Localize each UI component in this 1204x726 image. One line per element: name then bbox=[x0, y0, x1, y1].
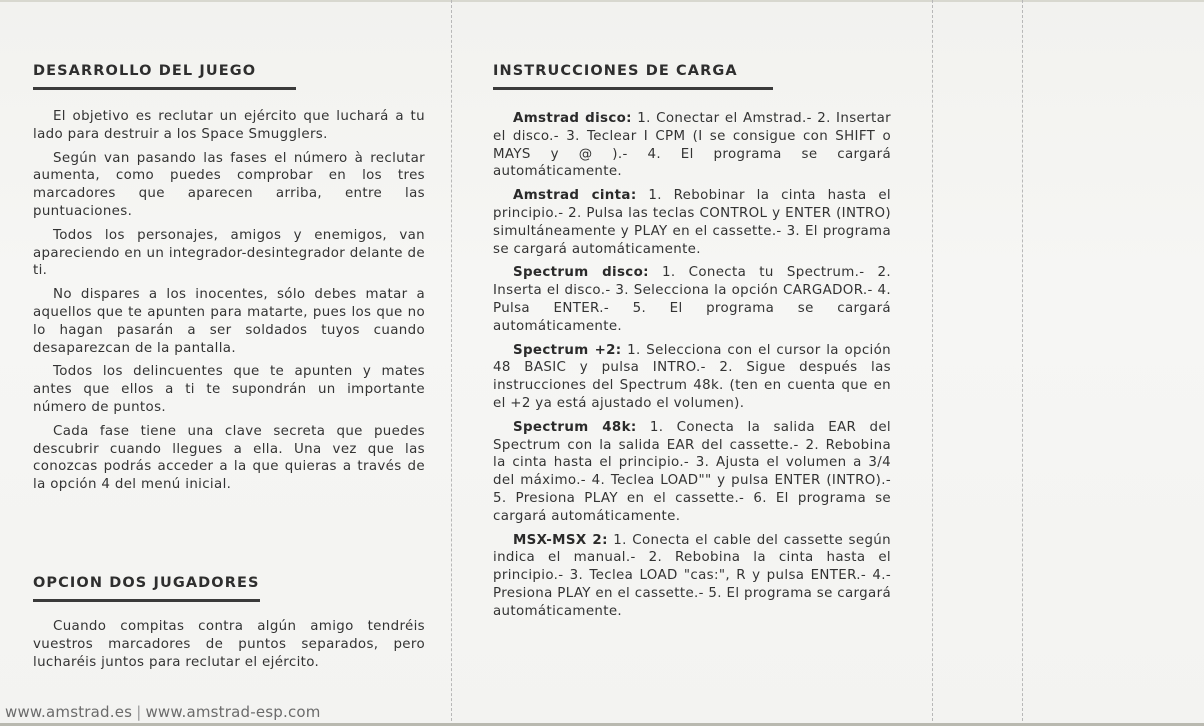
page-top-edge bbox=[0, 0, 1204, 2]
instruction-item bbox=[493, 532, 891, 621]
instruction-text: 1. Rebobinar la cinta hasta el principio.- 2. Pulsa las teclas CONTROL y ENTER (INTRO) simultáneamente y PLAY en el cassette.- 3. El programa se cargará automáticamente. bbox=[493, 188, 891, 257]
platform-label: Spectrum 48k: bbox=[513, 419, 637, 435]
section-body-dos-jugadores bbox=[33, 618, 425, 671]
platform-label: MSX-MSX 2: bbox=[513, 532, 608, 548]
instruction-item bbox=[493, 264, 891, 335]
loading-instructions-list bbox=[493, 110, 891, 621]
section-heading-dos-jugadores: OPCION DOS JUGADORES bbox=[33, 575, 260, 602]
paragraph: Cada fase tiene una clave secreta que puedes descubrir cuando llegues a ella. Una vez que las conozcas podrás acceder a la que quieras a través de la opción 4 del menú inicial. bbox=[33, 423, 425, 493]
watermark-separator: | bbox=[136, 703, 142, 721]
instruction-item bbox=[493, 342, 891, 413]
paragraph: Cuando compitas contra algún amigo tendréis vuestros marcadores de puntos separados, pero lucharéis juntos para reclutar el ejército. bbox=[33, 619, 425, 670]
fold-line bbox=[1022, 0, 1023, 726]
paragraph: Todos los personajes, amigos y enemigos, van apareciendo en un integrador-desintegrador delante de ti. bbox=[33, 227, 425, 279]
paragraph: Todos los delincuentes que te apunten y mates antes que ellos a ti te supondrán un importante número de puntos. bbox=[33, 364, 425, 415]
instruction-item bbox=[493, 187, 891, 258]
watermark bbox=[5, 703, 321, 721]
section-body-desarrollo bbox=[33, 108, 425, 494]
platform-label: Amstrad cinta: bbox=[513, 188, 637, 204]
section-heading-desarrollo: DESARROLLO DEL JUEGO bbox=[33, 63, 296, 90]
section-dos-jugadores bbox=[33, 572, 425, 671]
instruction-text: 1. Conecta tu Spectrum.- 2. Inserta el disco.- 3. Selecciona la opción CARGADOR.- 4. Pulsa ENTER.- 5. El programa se cargará automáticamente. bbox=[493, 265, 891, 334]
fold-line bbox=[932, 0, 933, 726]
paragraph: El objetivo es reclutar un ejército que luchará a tu lado para destruir a los Space Smugglers. bbox=[33, 109, 425, 142]
section-heading-instrucciones: INSTRUCCIONES DE CARGA bbox=[493, 63, 773, 90]
instruction-text: 1. Conectar el Amstrad.- 2. Insertar el disco.- 3. Teclear I CPM (I se consigue con SHIFT o MAYS y @ ).- 4. El programa se cargará automáticamente. bbox=[493, 111, 891, 180]
paragraph: No dispares a los inocentes, sólo debes matar a aquellos que te apunten para matarte, pues los que no lo hagan pasarán a ser soldados tuyos cuando desaparezcan de la pantalla. bbox=[33, 287, 425, 356]
right-column bbox=[493, 60, 891, 627]
instruction-text: 1. Conecta el cable del cassette según indica el manual.- 2. Rebobina la cinta hasta el principio.- 3. Teclea LOAD "cas:", R y pulsa ENTER.- 4.- Presiona PLAY en el cassette.- 5. El programa se cargará automáticamente. bbox=[493, 532, 891, 619]
fold-line bbox=[451, 0, 452, 726]
left-column bbox=[33, 60, 425, 500]
platform-label: Spectrum +2: bbox=[513, 342, 622, 358]
paragraph: Según van pasando las fases el número à reclutar aumenta, como puedes comprobar en los tres marcadores que aparecen arriba, entre las puntuaciones. bbox=[33, 150, 425, 219]
instruction-text: 1. Selecciona con el cursor la opción 48 BASIC y pulsa INTRO.- 2. Sigue después las instrucciones del Spectrum 48k. (ten en cuenta que en el +2 ya está ajustado el volumen). bbox=[493, 342, 892, 411]
watermark-site-2: www.amstrad-esp.com bbox=[145, 703, 321, 721]
instruction-text: 1. Conecta la salida EAR del Spectrum con la salida EAR del cassette.- 2. Rebobina la cinta hasta el principio.- 3. Ajusta el volumen a 3/4 del máximo.- 4. Teclea LOAD"" y pulsa ENTER (INTRO).- 5. Presiona PLAY en el cassette.- 6. El programa se cargará automáticamente. bbox=[493, 419, 891, 524]
instruction-item bbox=[493, 110, 891, 181]
instruction-item bbox=[493, 419, 891, 526]
platform-label: Spectrum disco: bbox=[513, 265, 649, 281]
platform-label: Amstrad disco: bbox=[513, 111, 632, 126]
watermark-site-1: www.amstrad.es bbox=[5, 703, 133, 721]
